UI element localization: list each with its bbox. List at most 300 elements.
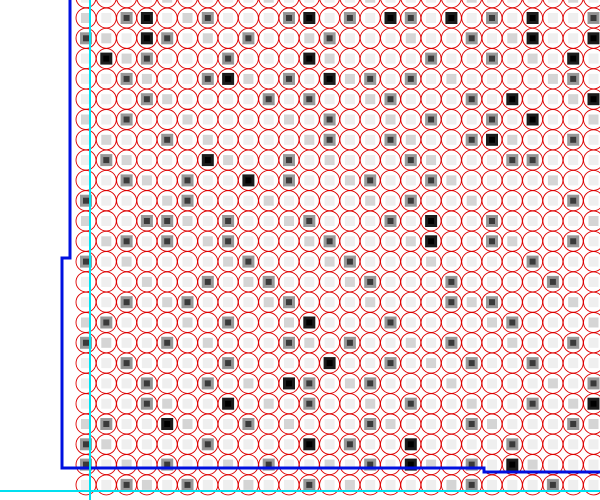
faint-spot <box>487 338 497 348</box>
spot-signal-core <box>124 177 130 183</box>
faint-spot <box>406 419 416 429</box>
faint-spot <box>487 460 497 470</box>
faint-spot <box>467 338 477 348</box>
faint-spot <box>507 378 517 388</box>
faint-spot <box>365 439 375 449</box>
faint-spot <box>264 54 274 64</box>
faint-spot <box>183 74 193 84</box>
faint-spot <box>426 399 436 409</box>
faint-spot <box>548 419 558 429</box>
faint-spot <box>426 480 436 490</box>
faint-spot <box>264 33 274 43</box>
spot-signal-core <box>103 421 109 427</box>
faint-spot <box>264 378 274 388</box>
spot-signal-core <box>164 238 170 244</box>
spot-signal-core <box>327 137 333 143</box>
faint-spot <box>589 480 599 490</box>
faint-spot <box>568 33 578 43</box>
faint-spot <box>284 358 294 368</box>
faint-spot <box>304 196 314 206</box>
faint-spot <box>406 338 416 348</box>
faint-spot <box>284 0 294 3</box>
spot-signal-core <box>225 56 231 62</box>
faint-spot <box>203 419 213 429</box>
spot-signal-core <box>428 238 434 244</box>
spot-signal-core <box>225 238 231 244</box>
spot-signal-core <box>164 35 170 41</box>
faint-spot <box>528 74 538 84</box>
faint-spot <box>162 277 172 287</box>
faint-spot <box>487 257 497 267</box>
faint-spot <box>325 155 335 165</box>
faint-spot <box>507 74 517 84</box>
faint-spot <box>548 358 558 368</box>
faint-spot <box>162 13 172 23</box>
faint-spot <box>345 216 355 226</box>
spot-signal-core <box>509 157 515 163</box>
spot-signal-core <box>286 157 292 163</box>
faint-spot <box>264 257 274 267</box>
faint-spot <box>162 54 172 64</box>
spot-signal-core <box>448 279 454 285</box>
spot-signal-core <box>327 117 333 123</box>
faint-spot <box>203 94 213 104</box>
faint-spot <box>183 135 193 145</box>
faint-spot <box>589 358 599 368</box>
faint-spot <box>467 196 477 206</box>
faint-spot <box>406 54 416 64</box>
spot-signal-core <box>530 157 536 163</box>
faint-spot <box>365 54 375 64</box>
faint-spot <box>243 196 253 206</box>
faint-spot <box>101 297 111 307</box>
faint-spot <box>487 0 497 3</box>
faint-spot <box>325 196 335 206</box>
faint-spot <box>365 480 375 490</box>
faint-spot <box>528 0 538 3</box>
spot-signal-core <box>144 56 150 62</box>
faint-spot <box>467 399 477 409</box>
faint-spot <box>325 0 335 3</box>
faint-spot <box>325 419 335 429</box>
faint-spot <box>183 236 193 246</box>
faint-spot <box>264 318 274 328</box>
faint-spot <box>345 155 355 165</box>
spot-signal-core <box>185 198 191 204</box>
faint-spot <box>467 0 477 3</box>
faint-spot <box>223 135 233 145</box>
spot-signal-core <box>509 441 515 447</box>
spot-signal-core <box>286 177 292 183</box>
faint-spot <box>507 399 517 409</box>
spot-signal-core <box>408 198 414 204</box>
faint-spot <box>507 33 517 43</box>
faint-spot <box>101 216 111 226</box>
faint-spot <box>548 460 558 470</box>
faint-spot <box>304 338 314 348</box>
faint-spot <box>304 297 314 307</box>
faint-spot <box>142 155 152 165</box>
faint-spot <box>446 115 456 125</box>
faint-spot <box>142 115 152 125</box>
faint-spot <box>487 155 497 165</box>
faint-spot <box>589 0 599 3</box>
faint-spot <box>183 155 193 165</box>
faint-spot <box>304 236 314 246</box>
faint-spot <box>568 480 578 490</box>
faint-spot <box>446 155 456 165</box>
spot-signal-core <box>245 35 251 41</box>
faint-spot <box>183 13 193 23</box>
spot-signal-core <box>83 441 89 447</box>
faint-spot <box>243 54 253 64</box>
faint-spot <box>122 318 132 328</box>
faint-spot <box>406 216 416 226</box>
faint-spot <box>284 135 294 145</box>
faint-spot <box>365 13 375 23</box>
spot-signal-core <box>530 360 536 366</box>
faint-spot <box>528 419 538 429</box>
faint-spot <box>142 338 152 348</box>
faint-spot <box>142 236 152 246</box>
faint-spot <box>406 480 416 490</box>
faint-spot <box>446 33 456 43</box>
faint-spot <box>284 399 294 409</box>
spot-signal-core <box>306 96 312 102</box>
faint-spot <box>325 216 335 226</box>
faint-spot <box>365 297 375 307</box>
faint-spot <box>406 236 416 246</box>
faint-spot <box>589 439 599 449</box>
faint-spot <box>162 115 172 125</box>
faint-spot <box>507 297 517 307</box>
faint-spot <box>183 33 193 43</box>
faint-spot <box>243 155 253 165</box>
faint-spot <box>183 318 193 328</box>
faint-spot <box>122 155 132 165</box>
faint-spot <box>548 399 558 409</box>
spot-signal-core <box>266 279 272 285</box>
spot-signal-core <box>286 380 292 386</box>
faint-spot <box>467 277 477 287</box>
faint-spot <box>568 175 578 185</box>
spot-signal-core <box>489 117 495 123</box>
faint-spot <box>162 297 172 307</box>
faint-spot <box>406 358 416 368</box>
faint-spot <box>507 115 517 125</box>
faint-spot <box>548 297 558 307</box>
faint-spot <box>365 135 375 145</box>
faint-spot <box>589 175 599 185</box>
faint-spot <box>101 115 111 125</box>
faint-spot <box>467 54 477 64</box>
faint-spot <box>446 419 456 429</box>
spot-signal-core <box>448 340 454 346</box>
faint-spot <box>122 135 132 145</box>
spot-signal-core <box>205 15 211 21</box>
spot-signal-core <box>225 76 231 82</box>
spot-signal-core <box>185 177 191 183</box>
faint-spot <box>507 0 517 3</box>
faint-spot <box>568 460 578 470</box>
spot-signal-core <box>124 482 130 488</box>
faint-spot <box>223 196 233 206</box>
faint-spot <box>223 439 233 449</box>
faint-spot <box>386 378 396 388</box>
faint-spot <box>264 0 274 3</box>
faint-spot <box>426 297 436 307</box>
faint-spot <box>243 94 253 104</box>
faint-spot <box>203 257 213 267</box>
faint-spot <box>223 115 233 125</box>
faint-spot <box>183 94 193 104</box>
faint-spot <box>325 297 335 307</box>
faint-spot <box>122 277 132 287</box>
spot-signal-core <box>164 340 170 346</box>
spot-signal-core <box>367 177 373 183</box>
faint-spot <box>386 54 396 64</box>
faint-spot <box>467 378 477 388</box>
spot-signal-core <box>408 76 414 82</box>
faint-spot <box>162 196 172 206</box>
spot-signal-core <box>205 279 211 285</box>
faint-spot <box>426 358 436 368</box>
spot-signal-core <box>428 218 434 224</box>
faint-spot <box>122 0 132 3</box>
faint-spot <box>386 439 396 449</box>
spot-signal-core <box>550 482 556 488</box>
faint-spot <box>467 216 477 226</box>
faint-spot <box>548 54 558 64</box>
faint-spot <box>589 196 599 206</box>
faint-spot <box>386 257 396 267</box>
faint-spot <box>183 399 193 409</box>
faint-spot <box>365 0 375 3</box>
faint-spot <box>406 135 416 145</box>
faint-spot <box>142 135 152 145</box>
faint-spot <box>101 257 111 267</box>
faint-spot <box>467 175 477 185</box>
faint-spot <box>426 33 436 43</box>
faint-spot <box>183 439 193 449</box>
faint-spot <box>264 115 274 125</box>
faint-spot <box>467 439 477 449</box>
spot-signal-core <box>591 380 597 386</box>
spot-signal-core <box>144 15 150 21</box>
spot-signal-core <box>367 76 373 82</box>
faint-spot <box>325 54 335 64</box>
spot-signal-core <box>124 76 130 82</box>
spot-signal-core <box>408 15 414 21</box>
faint-spot <box>568 399 578 409</box>
faint-spot <box>304 115 314 125</box>
faint-spot <box>386 236 396 246</box>
faint-spot <box>365 338 375 348</box>
faint-spot <box>122 439 132 449</box>
spot-signal-core <box>367 380 373 386</box>
faint-spot <box>284 439 294 449</box>
faint-spot <box>568 297 578 307</box>
faint-spot <box>223 0 233 3</box>
faint-spot <box>386 175 396 185</box>
faint-spot <box>304 257 314 267</box>
spot-signal-core <box>306 15 312 21</box>
faint-spot <box>345 399 355 409</box>
faint-spot <box>548 236 558 246</box>
faint-spot <box>101 358 111 368</box>
faint-spot <box>487 358 497 368</box>
faint-spot <box>325 318 335 328</box>
faint-spot <box>162 318 172 328</box>
faint-spot <box>528 318 538 328</box>
spot-signal-core <box>185 482 191 488</box>
faint-spot <box>386 338 396 348</box>
faint-spot <box>243 480 253 490</box>
spot-signal-core <box>388 320 394 326</box>
faint-spot <box>446 94 456 104</box>
faint-spot <box>243 378 253 388</box>
spot-signal-core <box>570 198 576 204</box>
faint-spot <box>487 318 497 328</box>
faint-spot <box>568 94 578 104</box>
spot-signal-core <box>286 15 292 21</box>
faint-spot <box>304 155 314 165</box>
faint-spot <box>304 358 314 368</box>
faint-spot <box>528 236 538 246</box>
faint-spot <box>304 277 314 287</box>
faint-spot <box>406 175 416 185</box>
spot-signal-core <box>489 238 495 244</box>
faint-spot <box>446 196 456 206</box>
faint-spot <box>284 480 294 490</box>
faint-spot <box>203 115 213 125</box>
faint-spot <box>183 277 193 287</box>
faint-spot <box>142 175 152 185</box>
faint-spot <box>183 378 193 388</box>
spot-signal-core <box>591 15 597 21</box>
faint-spot <box>203 358 213 368</box>
spot-signal-core <box>591 401 597 407</box>
faint-spot <box>589 460 599 470</box>
faint-spot <box>507 236 517 246</box>
faint-spot <box>365 216 375 226</box>
faint-spot <box>264 297 274 307</box>
faint-spot <box>365 358 375 368</box>
spot-signal-core <box>570 56 576 62</box>
spot-signal-core <box>306 320 312 326</box>
faint-spot <box>345 378 355 388</box>
faint-spot <box>264 196 274 206</box>
faint-spot <box>243 74 253 84</box>
faint-spot <box>426 13 436 23</box>
faint-spot <box>243 297 253 307</box>
faint-spot <box>223 257 233 267</box>
spot-signal-core <box>225 320 231 326</box>
faint-spot <box>345 196 355 206</box>
faint-spot <box>406 33 416 43</box>
faint-spot <box>467 297 477 307</box>
faint-spot <box>568 257 578 267</box>
faint-spot <box>528 196 538 206</box>
faint-spot <box>589 297 599 307</box>
faint-spot <box>223 33 233 43</box>
faint-spot <box>568 216 578 226</box>
faint-spot <box>386 155 396 165</box>
faint-spot <box>203 175 213 185</box>
faint-spot <box>568 115 578 125</box>
spot-signal-core <box>448 15 454 21</box>
faint-spot <box>386 419 396 429</box>
faint-spot <box>223 13 233 23</box>
spot-signal-core <box>286 76 292 82</box>
faint-spot <box>487 74 497 84</box>
spot-signal-core <box>367 279 373 285</box>
faint-spot <box>345 277 355 287</box>
faint-spot <box>548 257 558 267</box>
spot-signal-core <box>570 76 576 82</box>
spot-signal-core <box>448 299 454 305</box>
spot-signal-core <box>327 238 333 244</box>
faint-spot <box>264 439 274 449</box>
faint-spot <box>406 257 416 267</box>
faint-spot <box>386 115 396 125</box>
faint-spot <box>446 257 456 267</box>
faint-spot <box>446 74 456 84</box>
faint-spot <box>203 0 213 3</box>
faint-spot <box>568 13 578 23</box>
faint-spot <box>203 236 213 246</box>
faint-spot <box>142 419 152 429</box>
faint-spot <box>284 277 294 287</box>
faint-spot <box>365 257 375 267</box>
faint-spot <box>183 216 193 226</box>
spot-signal-core <box>185 299 191 305</box>
spot-signal-core <box>530 15 536 21</box>
spot-signal-core <box>286 340 292 346</box>
faint-spot <box>426 94 436 104</box>
spot-signal-core <box>388 360 394 366</box>
faint-spot <box>243 439 253 449</box>
spot-signal-core <box>570 340 576 346</box>
spot-signal-core <box>306 441 312 447</box>
faint-spot <box>467 318 477 328</box>
faint-spot <box>528 175 538 185</box>
faint-spot <box>264 216 274 226</box>
faint-spot <box>487 33 497 43</box>
spot-signal-core <box>428 177 434 183</box>
faint-spot <box>345 74 355 84</box>
faint-spot <box>162 155 172 165</box>
faint-spot <box>589 318 599 328</box>
spot-signal-core <box>306 380 312 386</box>
faint-spot <box>507 216 517 226</box>
faint-spot <box>284 236 294 246</box>
faint-spot <box>325 439 335 449</box>
faint-spot <box>243 115 253 125</box>
faint-spot <box>345 419 355 429</box>
faint-spot <box>304 0 314 3</box>
faint-spot <box>589 236 599 246</box>
faint-spot <box>223 94 233 104</box>
faint-spot <box>446 0 456 3</box>
faint-spot <box>528 378 538 388</box>
spot-signal-core <box>347 441 353 447</box>
faint-spot <box>507 358 517 368</box>
faint-spot <box>446 236 456 246</box>
spot-signal-core <box>124 238 130 244</box>
faint-spot <box>589 216 599 226</box>
spot-signal-core <box>347 259 353 265</box>
